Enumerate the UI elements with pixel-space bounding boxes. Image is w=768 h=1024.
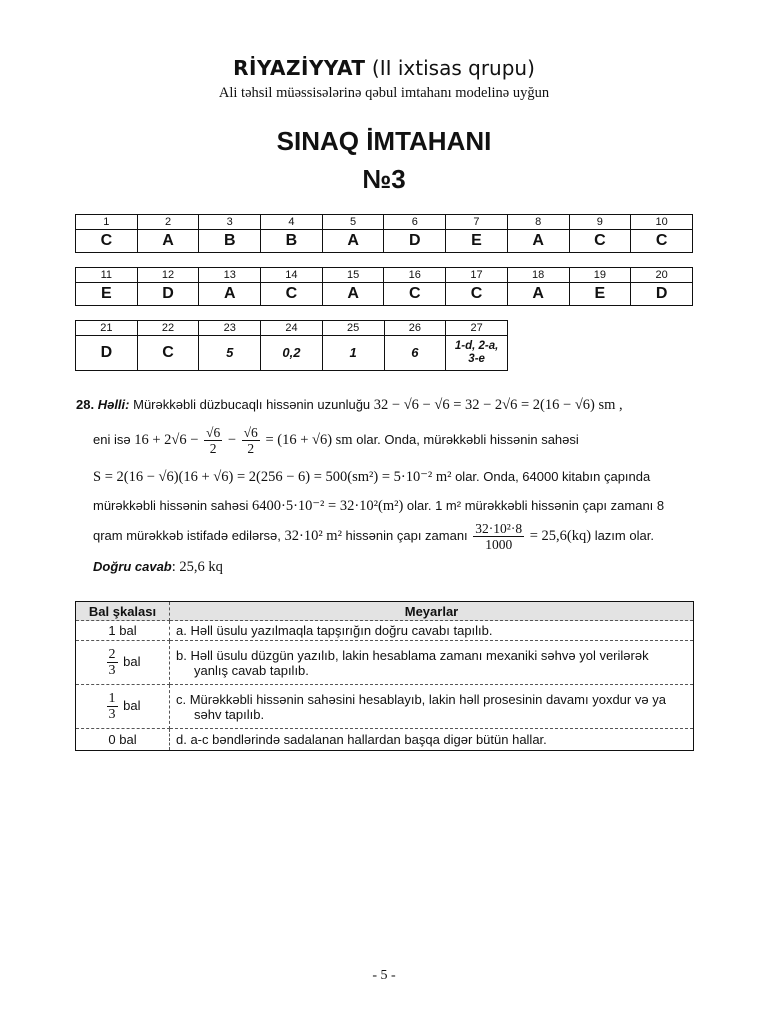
- question-number: 3: [199, 215, 261, 230]
- criteria-text-continued: yanlış cavab tapılıb.: [194, 662, 309, 678]
- criteria-text: b. Həll üsulu düzgün yazılıb, lakin hesablama zamanı mexaniki səhvə yol verilərək: [176, 647, 649, 663]
- answer-cell: D: [384, 230, 446, 253]
- fraction: [473, 521, 524, 552]
- answer-cell: C: [446, 283, 508, 306]
- question-number: 8: [507, 215, 569, 230]
- question-number: 16: [384, 268, 446, 283]
- answer-value-row: [76, 230, 693, 253]
- question-number: 11: [76, 268, 138, 283]
- question-number: 18: [507, 268, 569, 283]
- criteria-row: [76, 641, 694, 685]
- fraction: [242, 425, 260, 456]
- solution-formula: = (16 + √6) sm: [265, 431, 353, 448]
- solution-formula: 16 + 2√6 −: [134, 431, 199, 448]
- subject-group: (II ixtisas qrupu): [371, 56, 535, 80]
- answer-cell: C: [261, 283, 323, 306]
- question-number: 10: [631, 215, 693, 230]
- answer-cell: D: [631, 283, 693, 306]
- answer-table-1: [75, 214, 693, 253]
- fraction-denominator: 3: [108, 663, 116, 678]
- answer-number-row: [76, 268, 693, 283]
- score-unit: bal: [123, 653, 141, 669]
- solution-number: 28.: [76, 397, 95, 412]
- question-number: 21: [76, 321, 138, 336]
- answer-cell: B: [199, 230, 261, 253]
- answer-value-row: [76, 336, 508, 371]
- subject-title: [0, 56, 768, 80]
- answer-table-3: [75, 320, 508, 371]
- score-cell: 1 bal: [76, 621, 170, 641]
- answer-cell: 1: [322, 336, 384, 371]
- criteria-row: [76, 621, 694, 641]
- score-unit: bal: [123, 697, 141, 713]
- criteria-text-cell: [170, 641, 694, 685]
- solution-text: olar. 1 m² mürəkkəbli hissənin çapı zamanı 8: [406, 498, 665, 513]
- criteria-table: [75, 601, 694, 751]
- answer-cell: E: [446, 230, 508, 253]
- question-number: 23: [199, 321, 261, 336]
- answer-cell: E: [76, 283, 138, 306]
- solution-line-4: [93, 497, 664, 515]
- question-number: 14: [261, 268, 323, 283]
- answer-cell: A: [507, 230, 569, 253]
- score-cell: 0 bal: [76, 729, 170, 751]
- criteria-text: c. Mürəkkəbli hissənin sahəsini hesablayıb, lakin həll prosesinin davamı yoxdur və ya: [176, 691, 666, 707]
- fraction-numerator: 2: [108, 647, 116, 662]
- fraction-denominator: 3: [108, 707, 116, 722]
- answer-cell: C: [76, 230, 138, 253]
- fraction-numerator: √6: [206, 425, 221, 440]
- criteria-row: [76, 729, 694, 751]
- criteria-text-cell: [170, 685, 694, 729]
- question-number: 1: [76, 215, 138, 230]
- fraction: [204, 425, 222, 456]
- question-number: 20: [631, 268, 693, 283]
- answer-cell: C: [631, 230, 693, 253]
- answer-cell: 1-d, 2-a, 3-e: [446, 336, 508, 371]
- solution-formula: S = 2(16 − √6)(16 + √6) = 2(256 − 6) = 500(sm²) = 5·10⁻² m²: [93, 469, 452, 485]
- solution-line-5: [93, 521, 654, 552]
- question-number: 5: [322, 215, 384, 230]
- answer-cell: A: [199, 283, 261, 306]
- correct-answer-label: Doğru cavab: [93, 559, 172, 574]
- fraction-denominator: 1000: [485, 537, 513, 552]
- answer-cell: A: [322, 230, 384, 253]
- answer-cell: A: [137, 230, 199, 253]
- solution-formula: 32 − √6 − √6 = 32 − 2√6 = 2(16 − √6) sm ,: [373, 397, 623, 413]
- answer-cell: B: [261, 230, 323, 253]
- criteria-column-header: Meyarlar: [170, 602, 694, 621]
- question-number: 4: [261, 215, 323, 230]
- answer-cell: A: [507, 283, 569, 306]
- fraction-denominator: 2: [247, 441, 255, 456]
- solution-line-2: [93, 425, 579, 456]
- solution-text: olar. Onda, mürəkkəbli hissənin sahəsi: [356, 431, 579, 447]
- question-number: 15: [322, 268, 384, 283]
- solution-formula: 32·10² m²: [284, 527, 342, 544]
- criteria-text: d. a-c bəndlərində sadalanan hallardan başqa digər bütün hallar.: [170, 729, 694, 751]
- answer-cell: C: [137, 336, 199, 371]
- answer-cell: 6: [384, 336, 446, 371]
- score-cell: [76, 641, 170, 685]
- criteria-text-continued: səhv tapılıb.: [194, 706, 265, 722]
- answer-cell: C: [384, 283, 446, 306]
- solution-formula: −: [227, 431, 237, 448]
- solution-text: lazım olar.: [594, 527, 654, 543]
- question-number: 12: [137, 268, 199, 283]
- question-number: 27: [446, 321, 508, 336]
- answer-cell: C: [569, 230, 631, 253]
- exam-title: SINAQ İMTAHANI: [276, 126, 492, 156]
- answer-number-row: [76, 215, 693, 230]
- solution-line-3: [93, 468, 650, 486]
- answer-cell: 0,2: [261, 336, 323, 371]
- exam-number: №3: [362, 164, 406, 194]
- question-number: 24: [261, 321, 323, 336]
- page-number: - 5 -: [372, 968, 396, 983]
- question-number: 26: [384, 321, 446, 336]
- solution-formula: = 25,6(kq): [529, 527, 592, 544]
- solution-text: eni isə: [93, 431, 131, 447]
- criteria-header: [76, 602, 694, 621]
- criteria-row: [76, 685, 694, 729]
- subtitle: Ali təhsil müəssisələrinə qəbul imtahanı modelinə uyğun: [218, 85, 550, 101]
- answer-table-2: [75, 267, 693, 306]
- answer-cell: D: [76, 336, 138, 371]
- question-number: 2: [137, 215, 199, 230]
- solution-text: mürəkkəbli hissənin sahəsi: [93, 498, 249, 513]
- question-number: 6: [384, 215, 446, 230]
- solution-text: Mürəkkəbli düzbucaqlı hissənin uzunluğu: [133, 397, 371, 412]
- correct-answer: [93, 558, 223, 576]
- solution-text: qram mürəkkəb istifadə edilərsə,: [93, 527, 281, 543]
- question-number: 9: [569, 215, 631, 230]
- score-fraction: [107, 647, 118, 678]
- fraction-numerator: 1: [108, 691, 116, 706]
- score-column-header: Bal şkalası: [76, 602, 170, 621]
- answer-cell: A: [322, 283, 384, 306]
- question-number: 7: [446, 215, 508, 230]
- answer-value-row: [76, 283, 693, 306]
- solution-label: Həlli:: [97, 397, 130, 412]
- solution-line-1: [76, 396, 623, 414]
- question-number: 13: [199, 268, 261, 283]
- solution-text: hissənin çapı zamanı: [345, 527, 468, 543]
- answer-cell: 5: [199, 336, 261, 371]
- score-cell: [76, 685, 170, 729]
- fraction-numerator: √6: [243, 425, 258, 440]
- question-number: 22: [137, 321, 199, 336]
- solution-text: olar. Onda, 64000 kitabın çapında: [455, 469, 651, 484]
- fraction-numerator: 32·10²·8: [475, 521, 523, 536]
- question-number: 19: [569, 268, 631, 283]
- question-number: 17: [446, 268, 508, 283]
- solution-formula: 6400·5·10⁻² = 32·10²(m²): [251, 498, 404, 514]
- score-fraction: [107, 691, 118, 722]
- question-number: 25: [322, 321, 384, 336]
- correct-answer-value: : 25,6 kq: [171, 559, 223, 575]
- answer-number-row: [76, 321, 508, 336]
- criteria-text: a. Həll üsulu yazılmaqla tapşırığın doğru cavabı tapılıb.: [170, 621, 694, 641]
- fraction-denominator: 2: [209, 441, 217, 456]
- subject-name: RİYAZİYYAT: [233, 56, 366, 80]
- answer-cell: D: [137, 283, 199, 306]
- answer-cell: E: [569, 283, 631, 306]
